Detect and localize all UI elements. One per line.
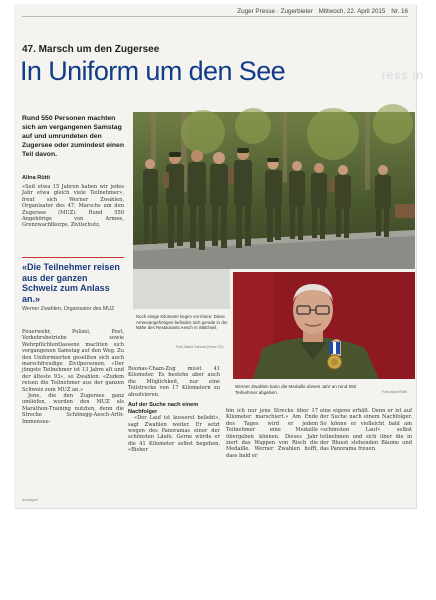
publication-name: Zuger Presse · Zugerbieter — [237, 8, 313, 15]
body-paragraph-6: bin ich nur jene Strecke über 17 Kilometer marschiert.» Am Ende des Tages wird er jedem Teilnehmer eine Medaille übergeben können. Dieses Jahr ziert das Wappen von Risch die Medaille. Werner Zwahlen hofft, dass bald er — [226, 408, 318, 459]
photo-portrait-caption: Werner Zwahlen kann die Medaille dieses Jahr an rund 550 Teilnehmer abgeben. — [235, 384, 357, 395]
article-subhead: Auf der Suche nach einem Nachfolger — [128, 402, 199, 415]
issue-number: Nr. 16 — [391, 8, 408, 15]
masthead — [22, 7, 408, 17]
photo-main-caption: Noch einige Kilometer liegen vor ihnen: Diese Armeeangehörigen befinden sich gerade in der Nähe des Restaurants Aesch in Walchwil. — [136, 314, 228, 331]
article-author: Alina Rütti — [22, 175, 50, 181]
portrait-photo — [233, 272, 415, 379]
pull-quote: «Die Teilnehmer reisen aus der ganzen Schweiz zum Anlass an.» — [22, 262, 120, 304]
newspaper-clipping — [14, 4, 424, 508]
marching-soldiers-illustration — [133, 112, 415, 269]
publication-date: Mittwoch, 22. April 2015 — [318, 8, 386, 15]
body-paragraph-2: Feuerwehr, Polizei, Post, Verkehrsbetriebe sowie Wehrpflichtentlassene machten sich vergangenen Samstag auf den Weg. Zu den Uniformierten gesellten sich auch marschfreudige Zivilpersonen. «Der jüngste Teilnehmer ist 13 Jahre alt und der älteste 93», so Zwahlen. «Zudem reisen die Teilnehmer aus der ganzen Schweiz zum MUZ an.» — [22, 329, 124, 393]
pull-quote-box — [22, 257, 124, 313]
bleed-through-text: ress in — [381, 68, 424, 82]
article-kicker: 47. Marsch um den Zugersee — [22, 44, 160, 55]
footer-label: Anzeigen — [22, 498, 38, 502]
man-with-medal-illustration — [233, 272, 415, 379]
article-headline: In Uniform um den See — [20, 56, 286, 86]
photo-main-credit: Foto Maria Schmid (Neue ZZ) — [176, 345, 224, 349]
pull-quote-source: Werner Zwahlen, Organisator des MUZ — [22, 306, 115, 312]
body-column-1 — [22, 329, 124, 425]
marching-soldiers-photo — [133, 112, 415, 269]
photo-portrait-credit: Foto Alina Rütti — [382, 390, 407, 394]
road-strip — [133, 269, 230, 309]
body-paragraph-5: «Der Lauf ist äusserst beliebt», sagt Zwahlen weiter. Er setzt wegen des Panoramas einer der schönsten Läufe. Gerne würde er die 41 Kilometer selbst begehen. «Bisher — [128, 415, 220, 454]
body-paragraph-7: eine eigene erhält. Denn er ist auf der Suche nach einem Nachfolger. So könne er vielleicht bald am «schönsten Lauf» selbst teilnehmen und sich über die in der Bluest stehenden Bäume und das Panorama freuen. — [320, 408, 412, 453]
body-paragraph-4: Buonas-Cham-Zug misst 41 Kilometer. Es bestehe aber auch die Möglichkeit, nur eine Teilstrecke von 17 Kilometern zu absolvieren. — [128, 366, 220, 398]
body-paragraph-1: «Seit etwa 15 Jahren haben wir jedes Jahr etwa gleich viele Teilnehmer», freut sich Werner Zwahlen, Organisator des 47. Marschs um den Zugersee (MUZ). Rund 550 Angehörige von Armee, Grenzwachtkorps, Zivilschutz, — [22, 184, 124, 229]
body-paragraph-3: Jene, die den Zugersee ganz umliefen, wurden den MUZ als Marathon-Training nutzten, denn die Strecke Schönegg-Aesch-Arth-Immensee- — [22, 393, 124, 425]
article-lead: Rund 550 Personen machten sich am vergangenen Samstag auf und umrundeten den Zugersee oder zumindest einen Teil davon. — [22, 115, 124, 158]
body-column-2 — [128, 366, 220, 454]
